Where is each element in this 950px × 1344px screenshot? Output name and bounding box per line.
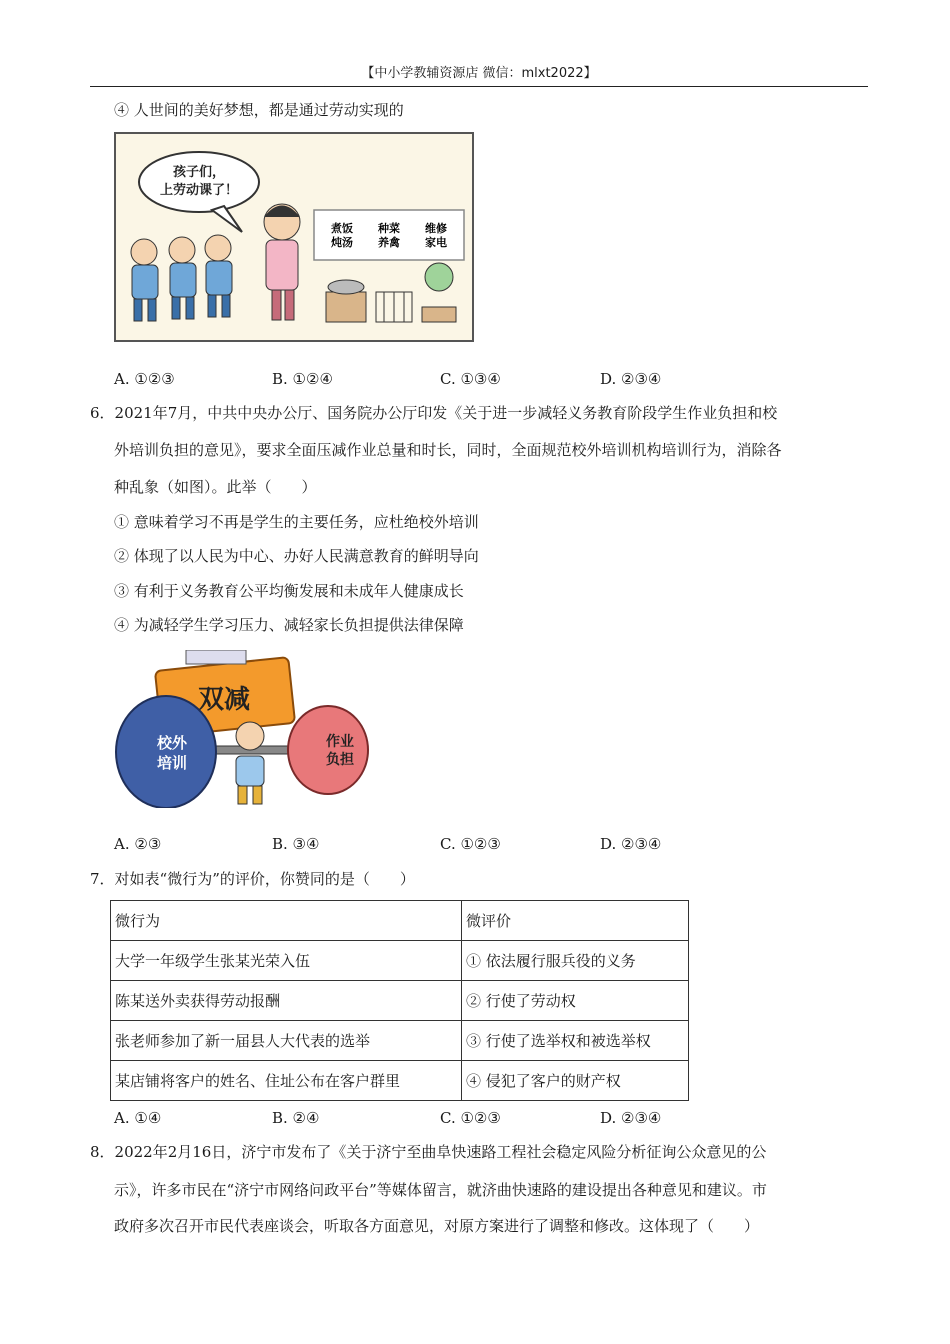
q5-option-c[interactable]: C. ①③④ bbox=[440, 370, 501, 388]
table-row bbox=[111, 941, 689, 981]
svg-text:作业: 作业 bbox=[326, 734, 354, 750]
svg-text:上劳动课了！: 上劳动课了！ bbox=[159, 183, 239, 198]
q8-stem-line-1: 8．2022年2月16日，济宁市发布了《关于济宁至曲阜快速路工程社会稳定风险分析征询公众意见的公 bbox=[90, 1143, 767, 1161]
table-cell: 张老师参加了新一届县人大代表的选举 bbox=[111, 1021, 462, 1061]
q6-item-2: ② 体现了以人民为中心、办好人民满意教育的鲜明导向 bbox=[114, 547, 479, 565]
q7-option-b[interactable]: B. ②④ bbox=[272, 1109, 320, 1127]
table-row bbox=[111, 1021, 689, 1061]
svg-text:负担: 负担 bbox=[326, 752, 354, 768]
table-cell: 大学一年级学生张某光荣入伍 bbox=[111, 941, 462, 981]
q6-stem-line-3: 种乱象（如图）。此举（ ） bbox=[114, 478, 317, 496]
sign-label: 双减 bbox=[197, 685, 251, 715]
q7-option-c[interactable]: C. ①②③ bbox=[440, 1109, 501, 1127]
q6-option-a[interactable]: A. ②③ bbox=[114, 835, 162, 853]
micro-behavior-table bbox=[110, 900, 689, 1101]
q6-item-4: ④ 为减轻学生学习压力、减轻家长负担提供法律保障 bbox=[114, 616, 464, 634]
q7-stem: 7．对如表“微行为”的评价，你赞同的是（ ） bbox=[90, 870, 415, 888]
labor-class-cartoon bbox=[114, 132, 474, 342]
table-header-row bbox=[111, 901, 689, 941]
svg-text:孩子们，: 孩子们， bbox=[172, 165, 226, 180]
q6-option-c[interactable]: C. ①②③ bbox=[440, 835, 501, 853]
table-cell: ④ 侵犯了客户的财产权 bbox=[462, 1061, 689, 1101]
table-row bbox=[111, 1061, 689, 1101]
q5-item-4: ④ 人世间的美好梦想，都是通过劳动实现的 bbox=[114, 101, 404, 119]
table-cell: ② 行使了劳动权 bbox=[462, 981, 689, 1021]
table-header-cell: 微评价 bbox=[462, 901, 689, 941]
table-row bbox=[111, 981, 689, 1021]
q6-stem-line-2: 外培训负担的意见》，要求全面压减作业总量和时长，同时，全面规范校外培训机构培训行为，消除各 bbox=[114, 441, 782, 459]
svg-text:家电: 家电 bbox=[425, 236, 447, 249]
svg-text:煮饭: 煮饭 bbox=[331, 222, 353, 235]
svg-text:校外: 校外 bbox=[156, 734, 188, 752]
q5-option-a[interactable]: A. ①②③ bbox=[114, 370, 175, 388]
q8-stem-line-2: 示》，许多市民在“济宁市网络问政平台”等媒体留言，就济曲快速路的建设提出各种意见和建议。市 bbox=[114, 1181, 767, 1199]
q6-item-1: ① 意味着学习不再是学生的主要任务，应杜绝校外培训 bbox=[114, 513, 479, 531]
q5-option-d[interactable]: D. ②③④ bbox=[600, 370, 662, 388]
q5-option-b[interactable]: B. ①②④ bbox=[272, 370, 333, 388]
svg-text:种菜: 种菜 bbox=[378, 222, 400, 235]
table-header-cell: 微行为 bbox=[111, 901, 462, 941]
q8-stem-line-3: 政府多次召开市民代表座谈会，听取各方面意见，对原方案进行了调整和修改。这体现了（ ） bbox=[114, 1217, 760, 1235]
svg-text:维修: 维修 bbox=[425, 222, 447, 235]
q6-option-b[interactable]: B. ③④ bbox=[272, 835, 320, 853]
q6-stem-line-1: 6．2021年7月，中共中央办公厅、国务院办公厅印发《关于进一步减轻义务教育阶段学生作业负担和校 bbox=[90, 404, 778, 422]
svg-text:炖汤: 炖汤 bbox=[331, 236, 353, 249]
double-reduction-cartoon bbox=[114, 650, 370, 808]
table-cell: ③ 行使了选举权和被选举权 bbox=[462, 1021, 689, 1061]
labor-class-illustration bbox=[114, 132, 474, 342]
table-cell: 陈某送外卖获得劳动报酬 bbox=[111, 981, 462, 1021]
q7-option-a[interactable]: A. ①④ bbox=[114, 1109, 162, 1127]
double-reduction-illustration bbox=[114, 650, 370, 808]
svg-text:培训: 培训 bbox=[156, 754, 188, 772]
q7-option-d[interactable]: D. ②③④ bbox=[600, 1109, 662, 1127]
page-header: 【中小学教辅资源店 微信：mlxt2022】 bbox=[90, 62, 868, 87]
svg-text:养禽: 养禽 bbox=[378, 236, 400, 249]
q6-option-d[interactable]: D. ②③④ bbox=[600, 835, 662, 853]
table-cell: 某店铺将客户的姓名、住址公布在客户群里 bbox=[111, 1061, 462, 1101]
q6-item-3: ③ 有利于义务教育公平均衡发展和未成年人健康成长 bbox=[114, 582, 464, 600]
table-cell: ① 依法履行服兵役的义务 bbox=[462, 941, 689, 981]
